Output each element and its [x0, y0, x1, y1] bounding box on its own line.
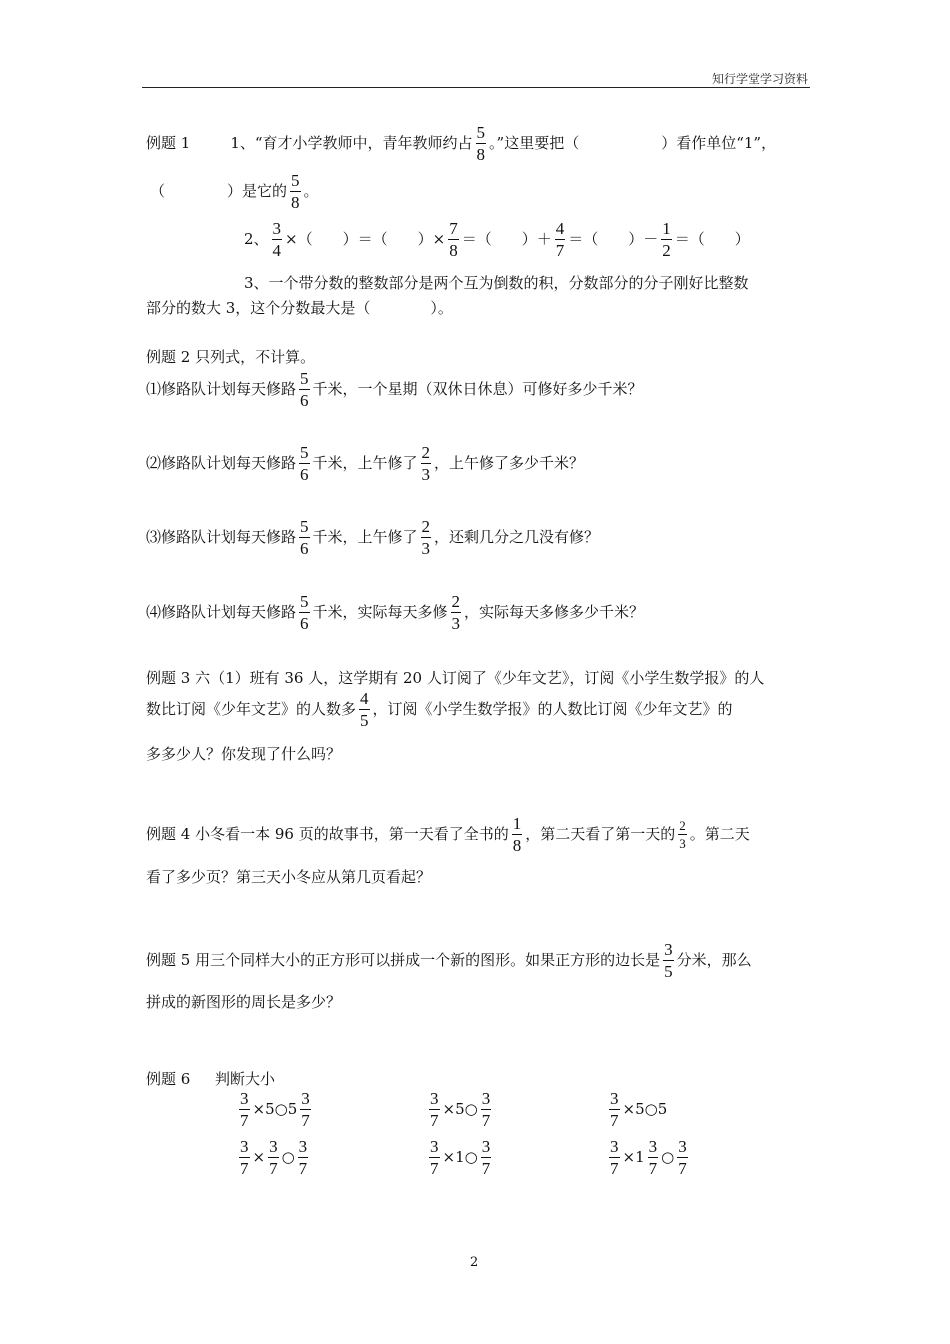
ex2-p1-text: ⑴修路队计划每天修路	[146, 380, 297, 398]
ex1-label: 例题 1	[146, 134, 191, 152]
ex6-compare-2	[426, 1090, 494, 1129]
ex1-q1-text-a: 1、“育才小学教师中，青年教师约占	[230, 134, 473, 152]
fraction: $\frac{2}{3}$	[421, 443, 431, 484]
ex2-p4-text: ，实际每天多修多少千米？	[464, 603, 645, 621]
header-title: 知行学堂学习资料	[711, 72, 808, 86]
ex2-p3-text: ⑶修路队计划每天修路	[146, 528, 297, 546]
fraction: $\frac{2}{3}$	[421, 517, 431, 558]
fraction: $\frac{3}{4}$	[272, 219, 282, 260]
ex6-op: ×5○	[442, 1100, 478, 1118]
fraction: $\frac{2}{3}$	[679, 818, 686, 851]
ex4-text: 例题 4 小冬看一本 96 页的故事书，第一天看了全书的	[146, 825, 509, 843]
ex4-line2: 看了多少页？第三天小冬应从第几页看起？	[146, 868, 432, 886]
ex2-p4-text: 千米，实际每天多修	[312, 603, 448, 621]
fraction: $\frac{5}{8}$	[476, 123, 486, 164]
fraction: $\frac{1}{8}$	[512, 814, 522, 855]
ex3-text: ，订阅《小学生数学报》的人数比订阅《少年文艺》的	[372, 700, 733, 718]
ex3-text: 数比订阅《少年文艺》的人数多	[146, 700, 357, 718]
ex2-p3-text: ，还剩几分之几没有修？	[434, 528, 600, 546]
page-number: 2	[470, 1255, 479, 1270]
fraction: $\frac{5}{6}$	[300, 517, 309, 558]
ex6-op: ×	[252, 1148, 266, 1166]
ex1-q2-text: ＝（ ）	[674, 230, 750, 248]
fraction: $\frac{3}{7}$	[298, 1137, 308, 1178]
fraction: $\frac{7}{8}$	[449, 219, 458, 260]
ex6-op: ×1○	[442, 1148, 478, 1166]
ex6-compare-4	[236, 1138, 311, 1177]
ex6-op: ×5○5	[622, 1100, 668, 1118]
fraction: $\frac{3}{7}$	[648, 1137, 658, 1178]
ex6-op: ×1	[622, 1148, 645, 1166]
ex5-text: 例题 5 用三个同样大小的正方形可以拼成一个新的图形。如果正方形的边长是	[146, 951, 661, 969]
ex2-problem-4	[146, 593, 644, 632]
ex6-op: ×5○5	[252, 1100, 298, 1118]
ex2-p2-text: ⑵修路队计划每天修路	[146, 454, 297, 472]
fraction: $\frac{3}{5}$	[664, 940, 673, 981]
ex2-label: 例题 2 只列式，不计算。	[146, 348, 316, 366]
ex2-p3-text: 千米，上午修了	[312, 528, 418, 546]
ex2-p4-text: ⑷修路队计划每天修路	[146, 603, 297, 621]
ex5-line1	[146, 941, 752, 980]
ex2-problem-1	[146, 370, 643, 409]
fraction: $\frac{3}{7}$	[430, 1089, 439, 1130]
ex4-text: 。第二天	[689, 825, 750, 843]
fraction: $\frac{3}{7}$	[481, 1089, 491, 1130]
ex1-q3-line2: 部分的数大 3，这个分数最大是（ ）。	[146, 299, 453, 317]
ex3-line2	[146, 690, 733, 729]
fraction: $\frac{3}{7}$	[301, 1089, 310, 1130]
fraction: $\frac{3}{7}$	[430, 1137, 439, 1178]
fraction: $\frac{4}{7}$	[555, 219, 565, 260]
ex1-q2-text: ＝（ ）＋	[461, 230, 552, 248]
fraction: $\frac{3}{7}$	[678, 1137, 687, 1178]
ex6-label: 例题 6	[146, 1070, 191, 1088]
fraction: $\frac{4}{5}$	[360, 689, 369, 730]
ex6-compare-5	[426, 1138, 494, 1177]
fraction: $\frac{5}{6}$	[300, 369, 309, 410]
ex1-q2	[244, 220, 750, 259]
ex6-compare-6	[606, 1138, 691, 1177]
ex2-p2-text: 千米，上午修了	[312, 454, 418, 472]
fraction: $\frac{3}{7}$	[240, 1137, 249, 1178]
fraction: $\frac{5}{6}$	[300, 592, 309, 633]
ex1-q1-text-c: ）看作单位“1”，	[661, 134, 777, 152]
ex6-op: ○	[661, 1148, 675, 1166]
ex2-problem-2	[146, 444, 584, 483]
ex6-compare-1	[236, 1090, 314, 1129]
ex1-q1-text-f: 。	[303, 182, 319, 200]
fraction: $\frac{5}{8}$	[291, 171, 300, 212]
fraction: $\frac{3}{7}$	[269, 1137, 278, 1178]
ex1-q2-text: ＝（ ）－	[568, 230, 659, 248]
ex1-q1-text-e: ）是它的	[227, 182, 288, 200]
ex2-p2-text: ，上午修了多少千米？	[434, 454, 585, 472]
ex1-q1-text-d: （	[150, 182, 166, 200]
ex6-compare-3	[606, 1090, 667, 1129]
ex1-line1	[146, 124, 776, 163]
ex6-op: ○	[281, 1148, 295, 1166]
ex3-line3: 多多少人？你发现了什么吗？	[146, 745, 342, 763]
fraction: $\frac{3}{7}$	[610, 1137, 619, 1178]
ex3-line1: 例题 3 六（1）班有 36 人，这学期有 20 人订阅了《少年文艺》，订阅《小学生数学报》的人	[146, 669, 765, 687]
ex2-problem-3	[146, 518, 599, 557]
ex1-q3-line1: 3、一个带分数的整数部分是两个互为倒数的积，分数部分的分子刚好比整数	[244, 274, 749, 292]
ex6-title: 判断大小	[215, 1070, 276, 1088]
fraction: $\frac{1}{2}$	[662, 219, 671, 260]
ex1-q2-prefix: 2、	[244, 230, 269, 248]
ex4-text: ，第二天看了第一天的	[525, 825, 676, 843]
fraction: $\frac{3}{7}$	[481, 1137, 491, 1178]
ex1-q2-text: ×（ ）＝（ ）×	[285, 230, 446, 248]
ex1-line2	[150, 172, 319, 211]
ex4-line1	[146, 815, 750, 854]
ex1-q1-text-b: 。”这里要把（	[489, 134, 580, 152]
fraction: $\frac{5}{6}$	[300, 443, 309, 484]
ex5-line2: 拼成的新图形的周长是多少？	[146, 993, 342, 1011]
ex2-p1-text: 千米，一个星期（双休日休息）可修好多少千米？	[312, 380, 643, 398]
ex5-text: 分米，那么	[676, 951, 752, 969]
header-rule	[142, 87, 810, 88]
fraction: $\frac{3}{7}$	[240, 1089, 249, 1130]
fraction: $\frac{3}{7}$	[610, 1089, 619, 1130]
fraction: $\frac{2}{3}$	[451, 592, 461, 633]
